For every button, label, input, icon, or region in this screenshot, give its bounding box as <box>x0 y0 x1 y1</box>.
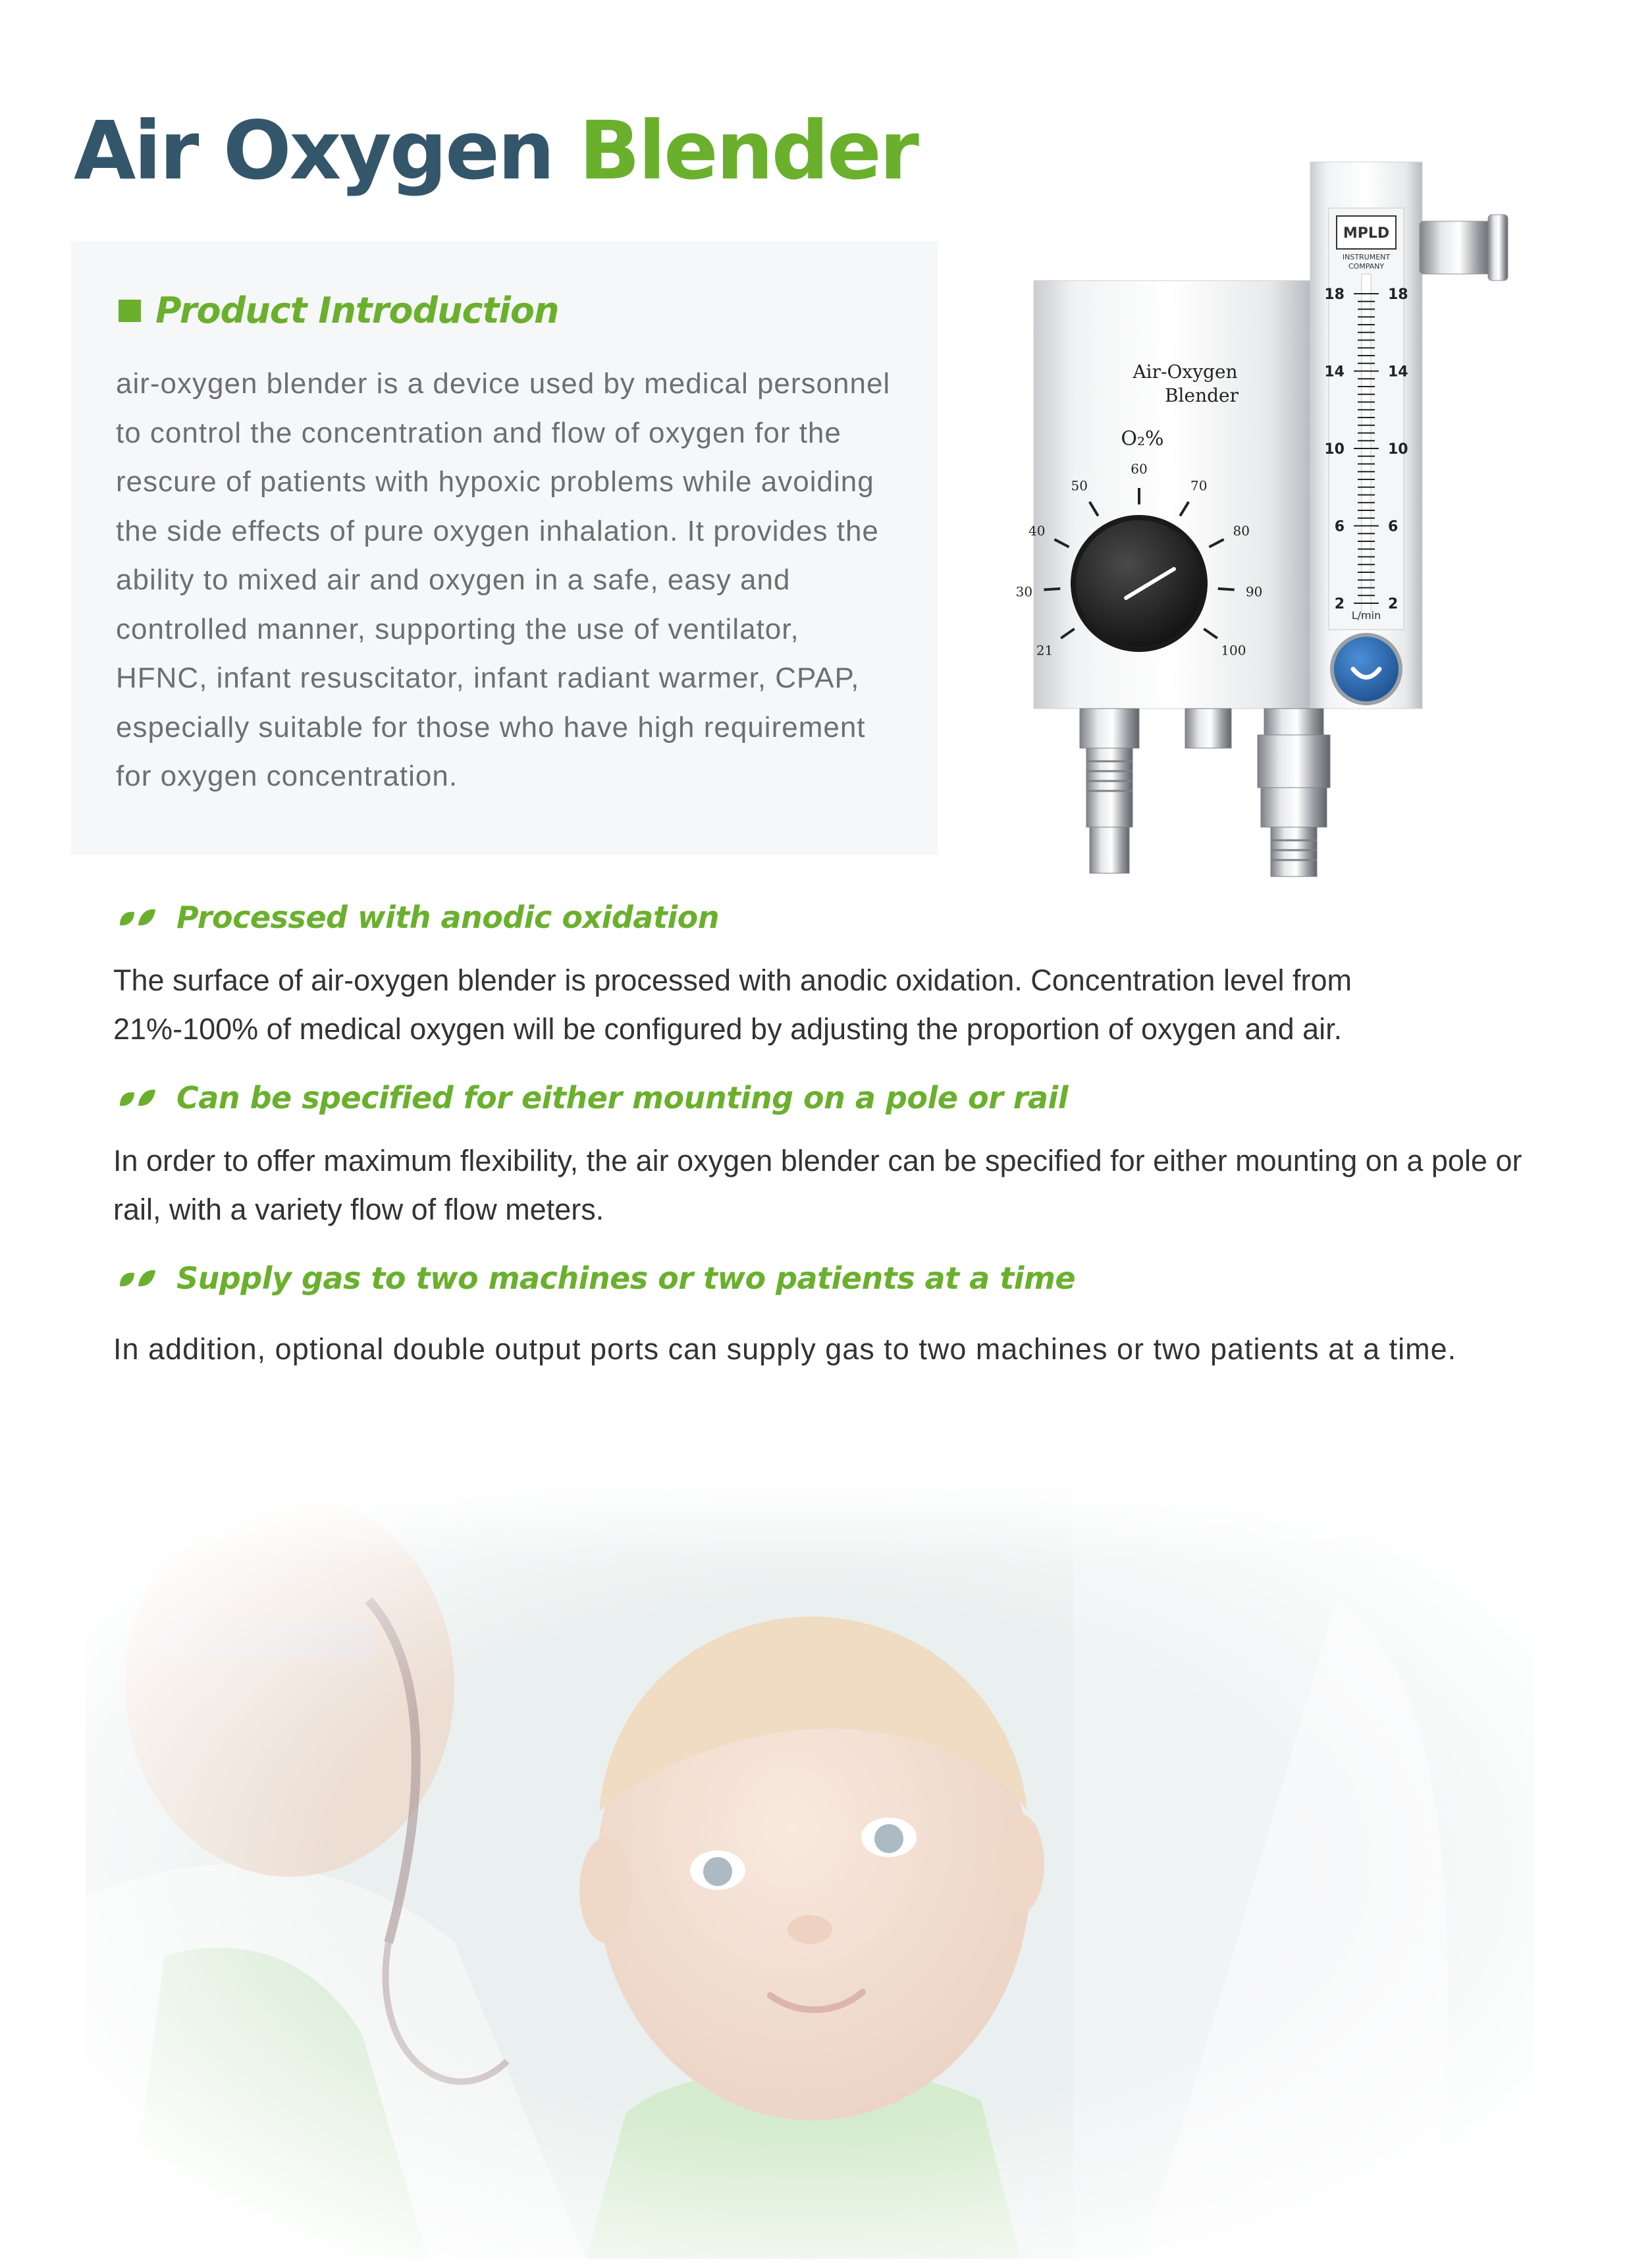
dial-tick-label: 80 <box>1233 523 1250 539</box>
device-company-line1: INSTRUMENT <box>1342 253 1391 261</box>
flow-tick-label-left: 10 <box>1324 441 1345 458</box>
feature-heading-2 <box>117 1080 1068 1116</box>
device-label-line1: Air-Oxygen <box>1133 361 1238 383</box>
flow-unit: L/min <box>1351 609 1381 622</box>
device-label-line2: Blender <box>1164 385 1239 406</box>
flow-tick-label-right: 2 <box>1388 596 1399 612</box>
intro-heading <box>119 290 558 331</box>
flow-tick-label-left: 2 <box>1334 596 1345 612</box>
feature-heading-3-text: Supply gas to two machines or two patients at a time <box>176 1260 1076 1296</box>
flow-tick-label-right: 10 <box>1388 441 1408 458</box>
title-part-1: Air Oxygen <box>74 104 553 198</box>
title-part-2: Blender <box>579 104 917 198</box>
dial-tick-label: 90 <box>1245 583 1263 600</box>
feature-text-1: The surface of air-oxygen blender is processed with anodic oxidation. Concentration level from 21%-100% of medical oxygen will be configured by adjusting the proportion of oxygen and air. <box>113 963 1352 1046</box>
device-logo: MPLD <box>1343 225 1390 242</box>
o2-label: O₂% <box>1121 427 1164 450</box>
dial-tick-label: 100 <box>1221 642 1246 659</box>
feature-text-3: In addition, optional double output ports can supply gas to two machines or two patients at a time. <box>113 1332 1457 1366</box>
dial-tick-label: 30 <box>1015 583 1033 600</box>
dial-tick-label: 21 <box>1036 642 1054 659</box>
doctor-baby-photo <box>86 1469 1534 2259</box>
product-image <box>1015 155 1541 880</box>
flow-tick-label-left: 14 <box>1324 364 1345 381</box>
square-bullet-icon <box>119 300 141 322</box>
device-company-line2: COMPANY <box>1348 262 1385 271</box>
page-title <box>74 104 917 198</box>
feature-heading-2-text: Can be specified for either mounting on a pole or rail <box>176 1080 1069 1116</box>
dial-tick-label: 40 <box>1028 523 1046 539</box>
dial-tick-label: 70 <box>1190 477 1208 494</box>
dial-tick-label: 60 <box>1131 461 1148 477</box>
dial-tick-mark <box>1044 589 1060 590</box>
dial-tick-label: 50 <box>1071 477 1088 494</box>
feature-heading-1-text: Processed with anodic oxidation <box>176 900 719 935</box>
flow-tick-label-left: 18 <box>1324 286 1345 303</box>
feature-heading-3 <box>117 1260 1075 1296</box>
intro-heading-text: Product Introduction <box>155 290 559 331</box>
flow-tick-label-left: 6 <box>1334 518 1345 535</box>
flow-tick-label-right: 18 <box>1388 286 1408 303</box>
flow-tick-label-right: 6 <box>1388 518 1399 535</box>
feature-heading-1 <box>117 900 719 935</box>
leaf-icon <box>117 1266 157 1290</box>
flow-tick-label-right: 14 <box>1388 364 1408 381</box>
intro-text: air-oxygen blender is a device used by medical personnel to control the concentration and flow of oxygen for the rescure of patients with hypoxic problems while avoiding the side effects of pure oxygen inhalation. It provides the ability to mixed air and oxygen in a safe, easy and controlled manner, supporting the use of ventilator, HFNC, infant resuscitator, infant radiant warmer, CPAP, especially suitable for those who have high requirement for oxygen concentration. <box>116 367 891 792</box>
leaf-icon <box>117 905 157 929</box>
feature-text-2: In order to offer maximum flexibility, the air oxygen blender can be specified for either mounting on a pole or rail, with a variety flow of flow meters. <box>113 1144 1522 1226</box>
dial-tick-mark <box>1218 589 1235 590</box>
leaf-icon <box>117 1086 157 1110</box>
